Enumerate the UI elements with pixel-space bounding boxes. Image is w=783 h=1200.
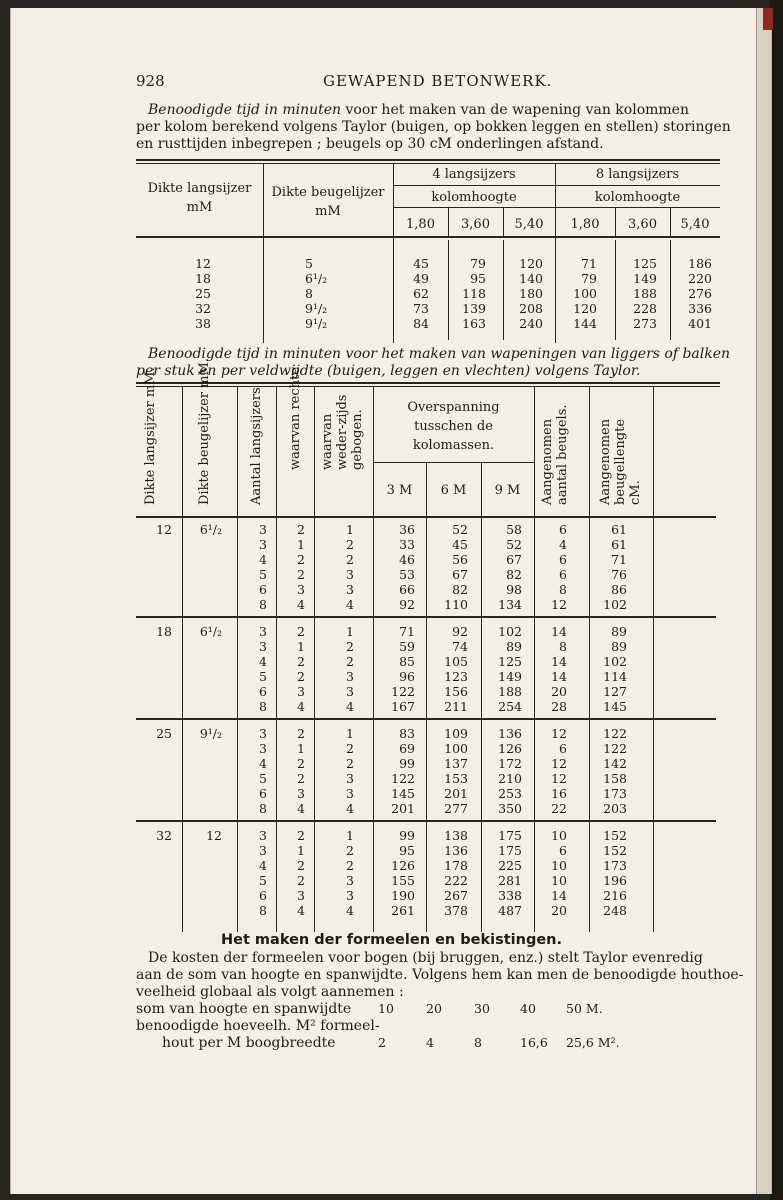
section-line-3: veelheid globaal als volgt aannemen : [136, 984, 404, 1000]
table-cell: 5 [259, 771, 267, 786]
table-cell: 378 [444, 903, 468, 918]
table-cell: 9¹/₂ [305, 301, 328, 316]
table-cell: 173 [603, 858, 627, 873]
header-height: 3,60 [461, 217, 490, 232]
table-cell: 100 [573, 286, 597, 301]
table-cell: 2 [297, 624, 305, 639]
group-langsijzer: 25 [156, 726, 172, 741]
table-cell: 136 [498, 726, 522, 741]
table-cell: 188 [498, 684, 522, 699]
table-cell: 220 [688, 271, 712, 286]
table-cell: 2 [346, 756, 354, 771]
table-cell: 76 [611, 567, 627, 582]
table-cell: 61 [611, 537, 627, 552]
header-waarvan-rechte: waarvan rechte [288, 367, 303, 470]
table-cell: 3 [346, 582, 354, 597]
table-cell: 210 [498, 771, 522, 786]
table-cell: 6 [559, 552, 567, 567]
table-cell: 158 [603, 771, 627, 786]
table-cell: 67 [506, 552, 522, 567]
table-cell: 14 [551, 669, 567, 684]
table-cell: 6¹/₂ [305, 271, 328, 286]
table-cell: 92 [452, 624, 468, 639]
table-cell: 254 [498, 699, 522, 714]
span-sum-value: 30 [474, 1001, 490, 1016]
table-cell: 46 [399, 552, 415, 567]
table-cell: 152 [603, 828, 627, 843]
section-line-2: aan de som van hoogte en spanwijdte. Volgens hem kan men de benoodigde houthoe- [136, 967, 744, 983]
intro-paragraph-1 [148, 102, 689, 118]
table-cell: 74 [452, 639, 468, 654]
table-cell: 14 [551, 888, 567, 903]
table-cell: 118 [462, 286, 486, 301]
table-cell: 102 [603, 597, 627, 612]
table-cell: 123 [444, 669, 468, 684]
table-cell: 3 [297, 888, 305, 903]
table-cell: 10 [551, 858, 567, 873]
header-dikte-langsijzer: Dikte langsijzer [147, 181, 252, 196]
table-cell: 167 [391, 699, 415, 714]
table-cell: 2 [346, 552, 354, 567]
table-cell: 56 [452, 552, 468, 567]
table-cell: 2 [346, 654, 354, 669]
table-cell: 6 [559, 522, 567, 537]
table-cell: 201 [444, 786, 468, 801]
header-height: 1,80 [406, 217, 435, 232]
table-cell: 3 [297, 582, 305, 597]
table-cell: 114 [603, 669, 627, 684]
table-cell: 98 [506, 582, 522, 597]
table-cell: 4 [259, 858, 267, 873]
table-cell: 276 [688, 286, 712, 301]
table-cell: 3 [259, 522, 267, 537]
table-cell: 175 [498, 843, 522, 858]
header-height: 5,40 [680, 217, 710, 232]
table-cell: 267 [444, 888, 468, 903]
table-cell: 188 [633, 286, 657, 301]
timber-quantity-value: 8 [474, 1035, 482, 1050]
table-cell: 277 [444, 801, 468, 816]
table-cell: 102 [603, 654, 627, 669]
table-cell: 240 [519, 316, 543, 331]
table-cell: 4 [297, 903, 305, 918]
table-cell: 125 [498, 654, 522, 669]
table-cell: 79 [581, 271, 597, 286]
table-cell: 137 [444, 756, 468, 771]
intro2-line-2: per stuk en per veldwijdte (buigen, leggen en vlechten) volgens Taylor. [136, 363, 641, 379]
table-cell: 4 [297, 597, 305, 612]
table-cell: 36 [399, 522, 415, 537]
table-cell: 155 [391, 873, 415, 888]
table-cell: 9¹/₂ [305, 316, 328, 331]
table-cell: 22 [551, 801, 567, 816]
section-row2-label-a: benoodigde hoeveelh. M² formeel- [136, 1018, 380, 1034]
table-cell: 3 [346, 786, 354, 801]
table-cell: 8 [305, 286, 313, 301]
header-overspanning: Overspanning [407, 400, 500, 415]
running-title: GEWAPEND BETONWERK. [323, 72, 553, 90]
table-cell: 190 [391, 888, 415, 903]
table-cell: 208 [519, 301, 543, 316]
table-cell: 8 [259, 903, 267, 918]
table-cell: 110 [444, 597, 468, 612]
table-cell: 261 [391, 903, 415, 918]
table-cell: 5 [305, 256, 313, 271]
table-cell: 71 [581, 256, 597, 271]
table-cell: 3 [259, 843, 267, 858]
table-cell: 336 [688, 301, 712, 316]
span-sum-value: 50 M. [566, 1001, 603, 1016]
table-cell: 186 [688, 256, 712, 271]
header-waarvan-gebogen: waarvan weder-zijds gebogen. [320, 394, 365, 470]
timber-quantity-value: 4 [426, 1035, 434, 1050]
header-span: 3 M [386, 483, 413, 498]
group-beugelijzer: 12 [206, 828, 222, 843]
table-cell: 2 [297, 522, 305, 537]
table-cell: 3 [346, 888, 354, 903]
table-cell: 4 [346, 699, 354, 714]
table-cell: 156 [444, 684, 468, 699]
table-cell: 32 [195, 301, 211, 316]
table-cell: 3 [259, 726, 267, 741]
table-cell: 2 [297, 756, 305, 771]
header-span: 6 M [440, 483, 467, 498]
table-cell: 163 [462, 316, 486, 331]
table-cell: 52 [506, 537, 522, 552]
table-cell: 95 [399, 843, 415, 858]
table-cell: 2 [297, 552, 305, 567]
intro-line-1: voor het maken van de wapening van kolommen [345, 102, 689, 118]
table-cell: 172 [498, 756, 522, 771]
span-sum-value: 10 [378, 1001, 394, 1016]
table-cell: 61 [611, 522, 627, 537]
table-cell: 122 [603, 741, 627, 756]
header-beugellengte: Aangenomen beugellengte cM. [598, 418, 643, 505]
table-cell: 52 [452, 522, 468, 537]
table-cell: 89 [611, 624, 627, 639]
header-kolomhoogte-4: kolomhoogte [431, 190, 517, 205]
table-cell: 1 [346, 828, 354, 843]
table-cell: 122 [391, 771, 415, 786]
table-cell: 122 [603, 726, 627, 741]
header-dikte-beugelijzer: Dikte beugelijzer [271, 185, 385, 200]
table-cell: 18 [195, 271, 211, 286]
table-cell: 12 [195, 256, 211, 271]
group-beugelijzer: 6¹/₂ [199, 522, 222, 537]
table-cell: 248 [603, 903, 627, 918]
table-cell: 85 [399, 654, 415, 669]
table-cell: 99 [399, 756, 415, 771]
table-cell: 89 [506, 639, 522, 654]
header-overspanning: kolomassen. [412, 438, 495, 453]
span-sum-value: 20 [426, 1001, 442, 1016]
table-cell: 2 [297, 771, 305, 786]
table-cell: 120 [573, 301, 597, 316]
table-cell: 6 [559, 741, 567, 756]
table-cell: 4 [559, 537, 567, 552]
table-cell: 96 [399, 669, 415, 684]
header-height: 3,60 [628, 217, 657, 232]
table-cell: 149 [633, 271, 657, 286]
table-cell: 92 [399, 597, 415, 612]
table-cell: 127 [603, 684, 627, 699]
table-cell: 401 [688, 316, 712, 331]
table-cell: 126 [391, 858, 415, 873]
table-cell: 2 [297, 567, 305, 582]
table-cell: 8 [559, 582, 567, 597]
table-cell: 350 [498, 801, 522, 816]
group-divider [136, 820, 716, 822]
table-cell: 109 [444, 726, 468, 741]
header-aantal-beugels: Aangenomen aantal beugels. [540, 404, 570, 505]
header-dikte-beugelijzer-unit: mM [315, 204, 341, 219]
table-cell: 134 [498, 597, 522, 612]
section-line-1: De kosten der formeelen voor bogen (bij bruggen, enz.) stelt Taylor evenredig [148, 950, 703, 966]
table-cell: 58 [506, 522, 522, 537]
table-cell: 59 [399, 639, 415, 654]
table-cell: 69 [399, 741, 415, 756]
table-cell: 10 [551, 873, 567, 888]
table-cell: 45 [413, 256, 429, 271]
group-langsijzer: 12 [156, 522, 172, 537]
table-cell: 125 [633, 256, 657, 271]
table-cell: 216 [603, 888, 627, 903]
table-cell: 6 [259, 786, 267, 801]
table-cell: 4 [297, 699, 305, 714]
page-margin-strip [756, 8, 771, 1194]
table-cell: 45 [452, 537, 468, 552]
header-span: 9 M [494, 483, 521, 498]
table-cell: 3 [259, 639, 267, 654]
table-cell: 145 [391, 786, 415, 801]
intro-lead: Benoodigde tijd in minuten [148, 102, 342, 118]
group-langsijzer: 18 [156, 624, 172, 639]
table-cell: 8 [559, 639, 567, 654]
header-8-langsijzers: 8 langsijzers [595, 167, 680, 182]
table-cell: 99 [399, 828, 415, 843]
table-cell: 138 [444, 828, 468, 843]
group-divider [136, 718, 716, 720]
table-cell: 38 [195, 316, 211, 331]
table-cell: 222 [444, 873, 468, 888]
table-cell: 83 [399, 726, 415, 741]
table-cell: 3 [346, 684, 354, 699]
table-cell: 178 [444, 858, 468, 873]
table-cell: 3 [346, 873, 354, 888]
table-cell: 2 [297, 873, 305, 888]
header-dikte-langsijzer-unit: mM [186, 200, 213, 215]
table-cell: 3 [259, 741, 267, 756]
header-height: 5,40 [514, 217, 544, 232]
table-cell: 5 [259, 873, 267, 888]
table-cell: 3 [297, 684, 305, 699]
table-cell: 2 [297, 858, 305, 873]
table-cell: 25 [195, 286, 211, 301]
table-cell: 153 [444, 771, 468, 786]
span-sum-value: 40 [520, 1001, 536, 1016]
group-beugelijzer: 9¹/₂ [199, 726, 222, 741]
page-number: 928 [136, 72, 165, 90]
header-aantal-langsijzers: Aantal langsijzers [249, 387, 264, 505]
table-cell: 14 [551, 624, 567, 639]
table-cell: 16 [551, 786, 567, 801]
table-cell: 144 [573, 316, 597, 331]
table-cell: 2 [297, 669, 305, 684]
table-cell: 8 [259, 801, 267, 816]
table-cell: 175 [498, 828, 522, 843]
table-cell: 2 [346, 843, 354, 858]
table-cell: 102 [498, 624, 522, 639]
header-height: 1,80 [570, 217, 600, 232]
table-cell: 28 [551, 699, 567, 714]
table-cell: 84 [413, 316, 429, 331]
timber-quantity-value: 2 [378, 1035, 386, 1050]
table-cell: 6 [559, 843, 567, 858]
timber-quantity-value: 16,6 [520, 1035, 548, 1050]
table-cell: 89 [611, 639, 627, 654]
header-dikte-langsijzer: Dikte langsijzer mM. [143, 367, 158, 505]
table-cell: 2 [346, 537, 354, 552]
table-cell: 33 [399, 537, 415, 552]
group-beugelijzer: 6¹/₂ [199, 624, 222, 639]
table-cell: 2 [297, 828, 305, 843]
table-cell: 6 [559, 567, 567, 582]
table-cell: 100 [444, 741, 468, 756]
group-langsijzer: 32 [156, 828, 172, 843]
table-cell: 71 [399, 624, 415, 639]
table-cell: 203 [603, 801, 627, 816]
table-cell: 281 [498, 873, 522, 888]
bookmark-ribbon [763, 8, 773, 30]
table-cell: 6 [259, 684, 267, 699]
table-cell: 67 [452, 567, 468, 582]
intro-line-3: en rusttijden inbegrepen ; beugels op 30 cM onderlingen afstand. [136, 136, 604, 152]
table-cell: 20 [551, 684, 567, 699]
table-cell: 4 [297, 801, 305, 816]
table-cell: 62 [413, 286, 429, 301]
table-cell: 145 [603, 699, 627, 714]
table-cell: 228 [633, 301, 657, 316]
table-cell: 5 [259, 567, 267, 582]
header-dikte-beugelijzer: Dikte beugelijzer mM. [197, 358, 212, 505]
table-cell: 1 [297, 537, 305, 552]
table-cell: 4 [259, 756, 267, 771]
table-cell: 8 [259, 597, 267, 612]
table-cell: 4 [346, 903, 354, 918]
table-cell: 2 [346, 741, 354, 756]
table-cell: 1 [346, 624, 354, 639]
table-cell: 139 [462, 301, 486, 316]
table-cell: 1 [297, 741, 305, 756]
table-cell: 14 [551, 654, 567, 669]
intro-line-2: per kolom berekend volgens Taylor (buigen, op bokken leggen en stellen) storingen [136, 119, 731, 135]
table-cell: 173 [603, 786, 627, 801]
table-cell: 273 [633, 316, 657, 331]
section-row2-label-b: hout per M boogbreedte [162, 1035, 336, 1051]
table-cell: 1 [297, 639, 305, 654]
table-cell: 2 [297, 726, 305, 741]
table-cell: 20 [551, 903, 567, 918]
table-cell: 122 [391, 684, 415, 699]
table-cell: 201 [391, 801, 415, 816]
table-cell: 4 [346, 597, 354, 612]
section-row1-label: som van hoogte en spanwijdte [136, 1001, 352, 1017]
table-cell: 66 [399, 582, 415, 597]
table-cell: 2 [297, 654, 305, 669]
table-cell: 338 [498, 888, 522, 903]
table-cell: 149 [498, 669, 522, 684]
table-cell: 2 [346, 639, 354, 654]
table-cell: 3 [297, 786, 305, 801]
table-cell: 3 [346, 567, 354, 582]
table-cell: 5 [259, 669, 267, 684]
table-cell: 82 [506, 567, 522, 582]
table-cell: 71 [611, 552, 627, 567]
table-cell: 1 [346, 726, 354, 741]
table-cell: 12 [551, 756, 567, 771]
table-cell: 86 [611, 582, 627, 597]
table-cell: 225 [498, 858, 522, 873]
table-cell: 12 [551, 597, 567, 612]
table-cell: 1 [297, 843, 305, 858]
table-cell: 53 [399, 567, 415, 582]
table-cell: 3 [346, 771, 354, 786]
table-cell: 211 [444, 699, 468, 714]
table-cell: 253 [498, 786, 522, 801]
table-cell: 126 [498, 741, 522, 756]
table-cell: 487 [498, 903, 522, 918]
table-cell: 1 [346, 522, 354, 537]
timber-quantity-value: 25,6 M². [566, 1035, 620, 1050]
table-cell: 140 [519, 271, 543, 286]
table-cell: 4 [259, 552, 267, 567]
table-cell: 79 [470, 256, 486, 271]
table-cell: 3 [259, 624, 267, 639]
table-cell: 4 [259, 654, 267, 669]
table-cell: 73 [413, 301, 429, 316]
table-cell: 82 [452, 582, 468, 597]
table-cell: 10 [551, 828, 567, 843]
table-cell: 142 [603, 756, 627, 771]
table-cell: 95 [470, 271, 486, 286]
table-cell: 3 [259, 537, 267, 552]
table-cell: 136 [444, 843, 468, 858]
table-cell: 6 [259, 888, 267, 903]
header-overspanning: tusschen de [414, 419, 493, 434]
table-cell: 2 [346, 858, 354, 873]
section-heading: Het maken der formeelen en bekistingen. [220, 932, 563, 948]
table-cell: 105 [444, 654, 468, 669]
header-kolomhoogte-8: kolomhoogte [594, 190, 681, 205]
table-cell: 4 [346, 801, 354, 816]
table-cell: 49 [413, 271, 429, 286]
table-cell: 8 [259, 699, 267, 714]
table-cell: 3 [346, 669, 354, 684]
table-cell: 152 [603, 843, 627, 858]
table-cell: 12 [551, 726, 567, 741]
table-cell: 196 [603, 873, 627, 888]
group-divider [136, 616, 716, 618]
intro2-line-1: Benoodigde tijd in minuten voor het maken van wapeningen van liggers of balken [148, 346, 731, 362]
table-cell: 12 [551, 771, 567, 786]
header-4-langsijzers: 4 langsijzers [432, 167, 516, 182]
table-cell: 6 [259, 582, 267, 597]
table-cell: 3 [259, 828, 267, 843]
table-cell: 180 [519, 286, 543, 301]
table-cell: 120 [519, 256, 543, 271]
